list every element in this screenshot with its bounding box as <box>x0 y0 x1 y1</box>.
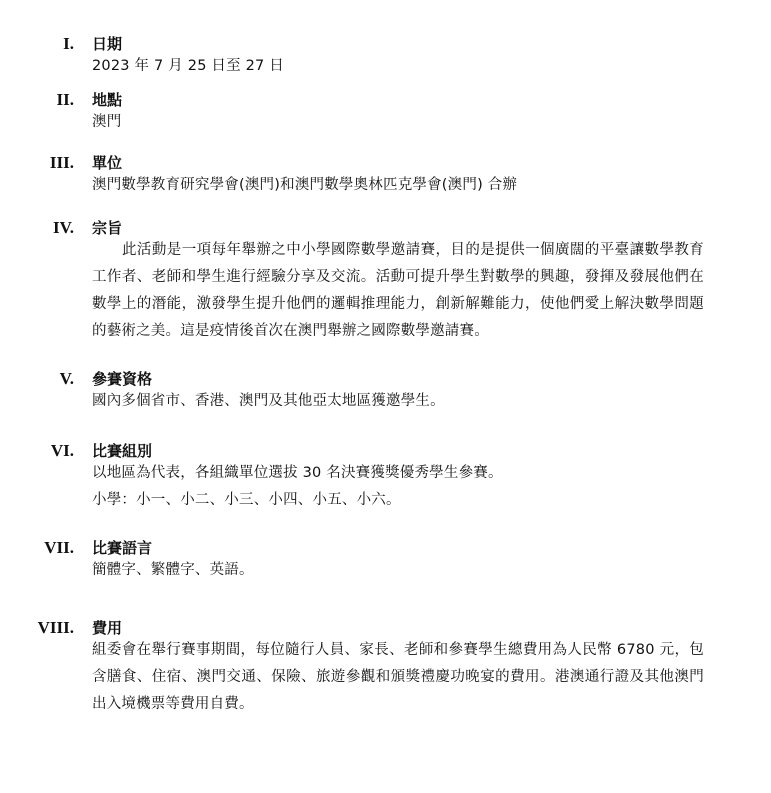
section-numeral: VIII. <box>37 618 74 637</box>
section-body <box>92 109 704 136</box>
body-line: 國內多個省市、香港、澳門及其他亞太地區獲邀學生。 <box>92 393 445 409</box>
section-heading: 比賽語言 <box>92 539 153 557</box>
body-line: 以地區為代表，各組織單位選拔 30 名決賽獲獎優秀學生參賽。 <box>92 465 503 481</box>
section-body <box>92 53 704 80</box>
section-numeral: VII. <box>44 538 74 557</box>
section-body <box>92 237 704 345</box>
section-heading: 宗旨 <box>92 219 123 237</box>
section-heading: 費用 <box>92 619 123 637</box>
body-line: 澳門 <box>92 114 122 130</box>
fees-paragraph: 組委會在舉行賽事期間，每位隨行人員、家長、老師和參賽學生總費用為人民幣 6780 元，包含膳食、住宿、澳門交通、保險、旅遊參觀和頒獎禮慶功晚宴的費用。港澳通行證及其他澳門出入境機票等費用自費。 <box>92 642 704 712</box>
body-line: 簡體字、繁體字、英語。 <box>92 562 254 578</box>
section-body <box>92 388 704 415</box>
section-heading: 日期 <box>92 35 123 53</box>
section-heading: 比賽組別 <box>92 442 153 460</box>
section-numeral: II. <box>56 90 74 109</box>
section-heading: 參賽資格 <box>92 370 153 388</box>
section-heading: 地點 <box>92 91 123 109</box>
section-body <box>92 637 704 718</box>
section-body <box>92 460 704 514</box>
section-heading: 單位 <box>92 154 123 172</box>
section-numeral: VI. <box>50 441 74 460</box>
section-body <box>92 557 704 584</box>
section-body <box>92 172 704 199</box>
section-numeral: III. <box>49 153 74 172</box>
section-numeral: I. <box>63 34 74 53</box>
body-line: 澳門數學教育研究學會(澳門)和澳門數學奧林匹克學會(澳門) 合辦 <box>92 177 518 193</box>
body-line: 2023 年 7 月 25 日至 27 日 <box>92 58 284 74</box>
body-line: 小學：小一、小二、小三、小四、小五、小六。 <box>92 492 401 508</box>
section-numeral: V. <box>59 369 74 388</box>
section-numeral: IV. <box>53 218 74 237</box>
purpose-paragraph: 此活動是一項每年舉辦之中小學國際數學邀請賽，目的是提供一個廣闊的平臺讓數學教育工作者、老師和學生進行經驗分享及交流。活動可提升學生對數學的興趣，發揮及發展他們在數學上的潛能，激發學生提升他們的邏輯推理能力，創新解難能力，使他們愛上解決數學問題的藝術之美。這是疫情後首次在澳門舉辦之國際數學邀請賽。 <box>92 242 704 339</box>
